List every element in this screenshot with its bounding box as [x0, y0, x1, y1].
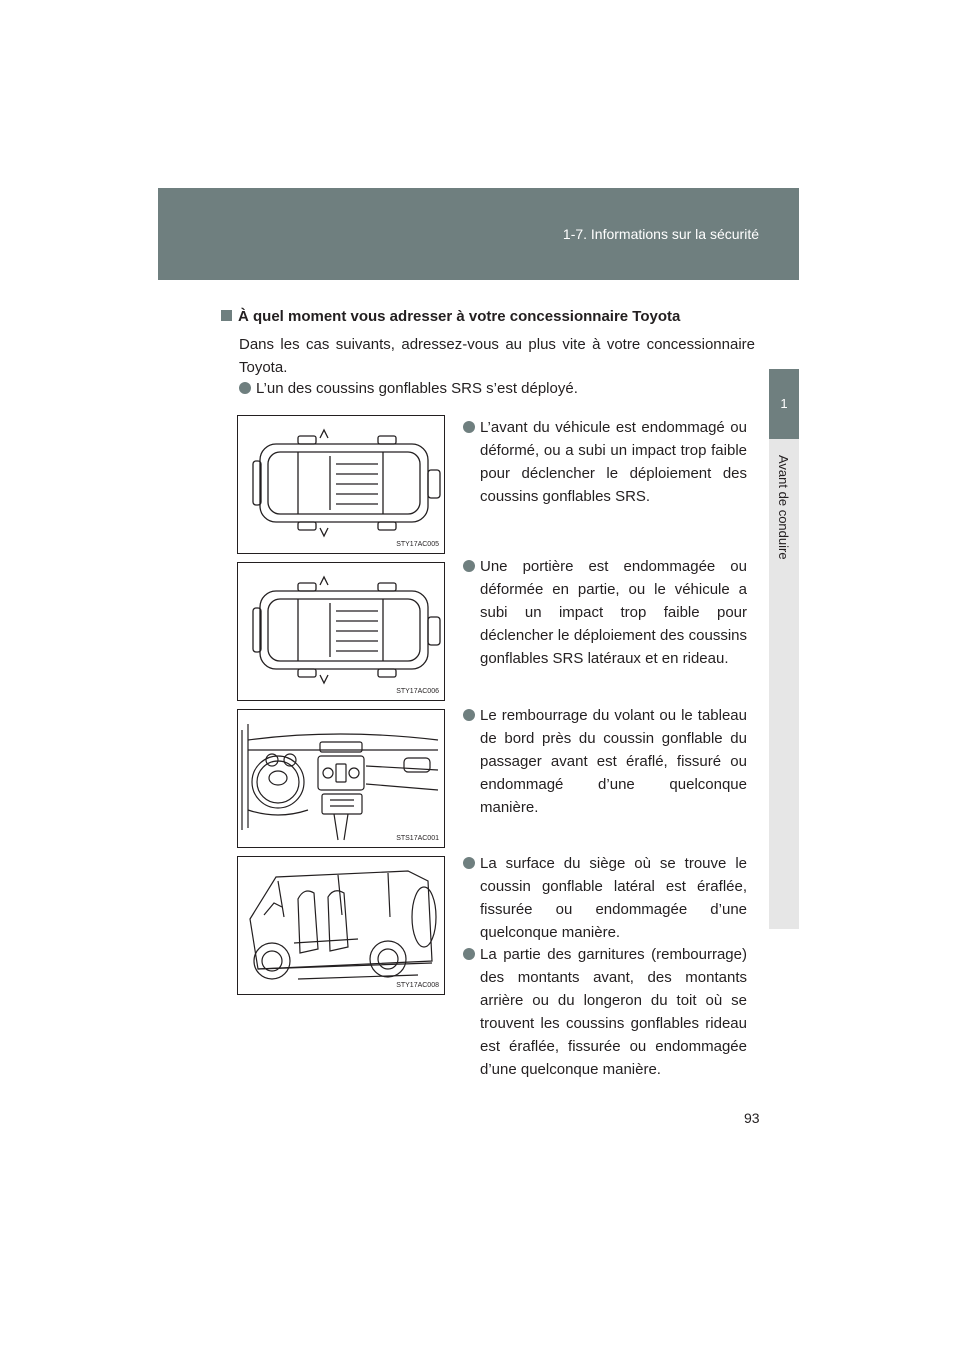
vehicle-top-view-illustration: [238, 563, 444, 700]
figure-code: STY17AC006: [396, 688, 439, 695]
circle-bullet-icon: [463, 560, 475, 572]
circle-bullet-icon: [463, 709, 475, 721]
bullet-text: Une portière est endommagée ou déformée en partie, ou le véhicule a subi un impact trop faible pour déclencher le déploiement des coussins gonflables SRS latéraux et en rideau.: [480, 558, 747, 667]
bullet-item: [480, 416, 747, 508]
bullet-item: [480, 852, 747, 944]
bullet-text: La partie des garnitures (rembourrage) des montants avant, des montants arrière ou du longeron du toit où se trouvent les coussins gonflables rideau est éraflée, fissurée ou endommagée d’une quelconque manière.: [480, 946, 747, 1078]
chapter-side-strip: [769, 439, 799, 929]
figure-code: STY17AC008: [396, 982, 439, 989]
figure-code: STY17AC005: [396, 541, 439, 548]
subsection-title-text: À quel moment vous adresser à votre concessionnaire Toyota: [238, 308, 681, 325]
chapter-side-label: Avant de conduire: [776, 455, 791, 560]
chapter-tab-number: 1: [769, 369, 799, 439]
bullet-text: Le rembourrage du volant ou le tableau de bord près du coussin gonflable du passager avant est éraflé, fissuré ou endommagé d’une quelconque manière.: [480, 707, 747, 816]
page-number: 93: [744, 1110, 760, 1126]
circle-bullet-icon: [463, 421, 475, 433]
vehicle-interior-illustration: [238, 857, 444, 994]
bullet-item: [480, 943, 747, 1081]
bullet-text: L’un des coussins gonflables SRS s’est déployé.: [256, 380, 578, 397]
figure-vehicle-top-view: [237, 415, 445, 554]
section-title: 1-7. Informations sur la sécurité: [562, 226, 759, 242]
figure-code: STS17AC001: [396, 835, 439, 842]
circle-bullet-icon: [463, 857, 475, 869]
dashboard-illustration: [238, 710, 444, 847]
vehicle-top-view-illustration: [238, 416, 444, 553]
chapter-header: [158, 188, 799, 280]
figure-vehicle-interior: [237, 856, 445, 995]
bullet-item: [480, 555, 747, 670]
bullet-text: La surface du siège où se trouve le coussin gonflable latéral est éraflée, fissurée ou endommagée d’une quelconque manière.: [480, 855, 747, 941]
subsection-title: [221, 308, 680, 325]
bullet-item: [256, 377, 756, 400]
intro-paragraph: Dans les cas suivants, adressez-vous au plus vite à votre concessionnaire Toyota.: [239, 336, 755, 376]
bullet-item: [480, 704, 747, 819]
bullet-text: L’avant du véhicule est endommagé ou déformé, ou a subi un impact trop faible pour déclencher le déploiement des coussins gonflables SRS.: [480, 419, 747, 505]
figure-vehicle-side-view: [237, 562, 445, 701]
square-bullet-icon: [221, 310, 232, 321]
circle-bullet-icon: [463, 948, 475, 960]
figure-dashboard: [237, 709, 445, 848]
circle-bullet-icon: [239, 382, 251, 394]
